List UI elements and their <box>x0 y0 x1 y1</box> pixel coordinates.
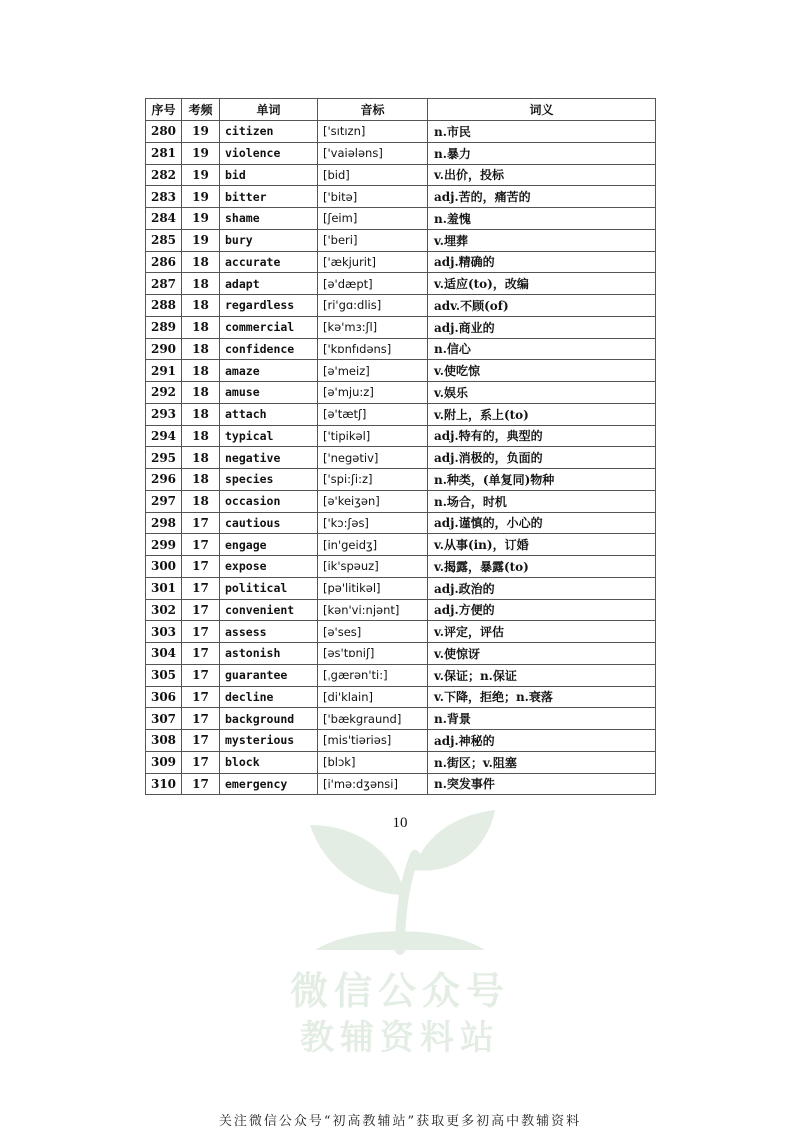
row-number: 280 <box>146 121 182 143</box>
row-phonetic: [ri'gɑ:dlis] <box>318 295 428 317</box>
row-frequency: 19 <box>182 164 220 186</box>
row-frequency: 19 <box>182 208 220 230</box>
row-frequency: 17 <box>182 512 220 534</box>
row-meaning: v.保证；n.保证 <box>428 664 656 686</box>
table-row <box>146 121 656 143</box>
header-meaning: 词义 <box>428 99 656 121</box>
watermark <box>255 800 545 1058</box>
row-frequency: 19 <box>182 142 220 164</box>
row-phonetic: [ik'spəuz] <box>318 556 428 578</box>
row-meaning: v.评定，评估 <box>428 621 656 643</box>
row-number: 303 <box>146 621 182 643</box>
row-meaning: adj.消极的，负面的 <box>428 447 656 469</box>
row-word: attach <box>220 403 318 425</box>
row-frequency: 17 <box>182 730 220 752</box>
row-phonetic: [əs'tɒniʃ] <box>318 643 428 665</box>
table-row <box>146 730 656 752</box>
row-phonetic: [blɔk] <box>318 751 428 773</box>
row-word: accurate <box>220 251 318 273</box>
table-row <box>146 643 656 665</box>
row-frequency: 17 <box>182 621 220 643</box>
row-word: violence <box>220 142 318 164</box>
table-row <box>146 751 656 773</box>
row-phonetic: ['beri] <box>318 229 428 251</box>
row-word: typical <box>220 425 318 447</box>
row-phonetic: ['bækgraund] <box>318 708 428 730</box>
row-number: 302 <box>146 599 182 621</box>
row-phonetic: [ə'ses] <box>318 621 428 643</box>
row-phonetic: ['kɔ:ʃəs] <box>318 512 428 534</box>
row-frequency: 18 <box>182 425 220 447</box>
row-frequency: 19 <box>182 229 220 251</box>
row-meaning: v.下降，拒绝；n.衰落 <box>428 686 656 708</box>
row-number: 292 <box>146 382 182 404</box>
row-word: regardless <box>220 295 318 317</box>
row-phonetic: [ə'tætʃ] <box>318 403 428 425</box>
row-word: bitter <box>220 186 318 208</box>
row-word: amaze <box>220 360 318 382</box>
row-number: 282 <box>146 164 182 186</box>
row-word: confidence <box>220 338 318 360</box>
row-meaning: v.出价，投标 <box>428 164 656 186</box>
row-phonetic: [in'geidʒ] <box>318 534 428 556</box>
header-word: 单词 <box>220 99 318 121</box>
row-phonetic: [ə'dæpt] <box>318 273 428 295</box>
row-frequency: 17 <box>182 708 220 730</box>
row-meaning: n.背景 <box>428 708 656 730</box>
table-row <box>146 490 656 512</box>
watermark-line1: 微信公众号 <box>289 969 510 1013</box>
row-frequency: 17 <box>182 599 220 621</box>
table-header-row <box>146 99 656 121</box>
row-phonetic: [ʃeim] <box>318 208 428 230</box>
table-row <box>146 599 656 621</box>
vocabulary-table <box>145 98 656 795</box>
row-frequency: 18 <box>182 338 220 360</box>
row-meaning: n.种类，(单复同)物种 <box>428 469 656 491</box>
row-number: 301 <box>146 577 182 599</box>
table-row <box>146 142 656 164</box>
row-number: 306 <box>146 686 182 708</box>
table-row <box>146 403 656 425</box>
row-frequency: 19 <box>182 186 220 208</box>
table-row <box>146 664 656 686</box>
row-frequency: 17 <box>182 556 220 578</box>
row-number: 297 <box>146 490 182 512</box>
row-meaning: v.使吃惊 <box>428 360 656 382</box>
row-number: 288 <box>146 295 182 317</box>
table-row <box>146 447 656 469</box>
row-meaning: v.使惊讶 <box>428 643 656 665</box>
row-meaning: n.突发事件 <box>428 773 656 795</box>
row-meaning: n.暴力 <box>428 142 656 164</box>
table-row <box>146 621 656 643</box>
table-row <box>146 273 656 295</box>
row-meaning: n.羞愧 <box>428 208 656 230</box>
row-word: bury <box>220 229 318 251</box>
footer-text: 关注微信公众号“初高教辅站”获取更多初高中教辅资料 <box>218 1114 582 1129</box>
row-number: 310 <box>146 773 182 795</box>
row-number: 294 <box>146 425 182 447</box>
table-row <box>146 316 656 338</box>
header-number: 序号 <box>146 99 182 121</box>
row-frequency: 17 <box>182 664 220 686</box>
row-number: 289 <box>146 316 182 338</box>
row-number: 293 <box>146 403 182 425</box>
table-row <box>146 382 656 404</box>
row-frequency: 18 <box>182 447 220 469</box>
row-meaning: n.市民 <box>428 121 656 143</box>
row-frequency: 17 <box>182 686 220 708</box>
row-frequency: 18 <box>182 316 220 338</box>
row-word: expose <box>220 556 318 578</box>
row-number: 304 <box>146 643 182 665</box>
row-phonetic: ['bitə] <box>318 186 428 208</box>
table-row <box>146 338 656 360</box>
row-meaning: adj.苦的，痛苦的 <box>428 186 656 208</box>
row-frequency: 19 <box>182 121 220 143</box>
row-word: cautious <box>220 512 318 534</box>
row-number: 300 <box>146 556 182 578</box>
table-row <box>146 708 656 730</box>
header-frequency: 考频 <box>182 99 220 121</box>
row-phonetic: ['tipikəl] <box>318 425 428 447</box>
row-meaning: v.娱乐 <box>428 382 656 404</box>
row-meaning: adj.商业的 <box>428 316 656 338</box>
row-frequency: 18 <box>182 273 220 295</box>
row-phonetic: ['sıtızn] <box>318 121 428 143</box>
row-phonetic: [ə'keiʒən] <box>318 490 428 512</box>
row-phonetic: [ə'meiz] <box>318 360 428 382</box>
row-phonetic: ['kɒnfıdəns] <box>318 338 428 360</box>
row-phonetic: ['spi:ʃi:z] <box>318 469 428 491</box>
row-meaning: v.埋葬 <box>428 229 656 251</box>
row-phonetic: [ə'mju:z] <box>318 382 428 404</box>
row-meaning: v.附上，系上(to) <box>428 403 656 425</box>
row-phonetic: [kə'mɜ:ʃl] <box>318 316 428 338</box>
row-word: background <box>220 708 318 730</box>
row-meaning: adj.神秘的 <box>428 730 656 752</box>
row-frequency: 18 <box>182 403 220 425</box>
row-number: 305 <box>146 664 182 686</box>
table-row <box>146 534 656 556</box>
row-word: adapt <box>220 273 318 295</box>
row-word: occasion <box>220 490 318 512</box>
row-frequency: 18 <box>182 469 220 491</box>
table-row <box>146 229 656 251</box>
row-frequency: 17 <box>182 773 220 795</box>
table-row <box>146 556 656 578</box>
row-word: shame <box>220 208 318 230</box>
row-number: 281 <box>146 142 182 164</box>
row-frequency: 17 <box>182 751 220 773</box>
row-meaning: adj.精确的 <box>428 251 656 273</box>
row-meaning: n.场合，时机 <box>428 490 656 512</box>
row-frequency: 18 <box>182 251 220 273</box>
row-frequency: 17 <box>182 643 220 665</box>
row-number: 285 <box>146 229 182 251</box>
row-meaning: v.适应(to)，改编 <box>428 273 656 295</box>
row-number: 299 <box>146 534 182 556</box>
row-word: bid <box>220 164 318 186</box>
row-phonetic: [pə'litikəl] <box>318 577 428 599</box>
table-row <box>146 577 656 599</box>
row-phonetic: [bid] <box>318 164 428 186</box>
table-row <box>146 512 656 534</box>
row-number: 291 <box>146 360 182 382</box>
row-meaning: adj.政治的 <box>428 577 656 599</box>
row-phonetic: [ˌgærən'ti:] <box>318 664 428 686</box>
row-frequency: 18 <box>182 360 220 382</box>
row-meaning: adj.特有的，典型的 <box>428 425 656 447</box>
leaf-logo-icon <box>255 800 545 960</box>
table-row <box>146 469 656 491</box>
table-body <box>146 121 656 795</box>
row-meaning: n.街区；v.阻塞 <box>428 751 656 773</box>
row-number: 296 <box>146 469 182 491</box>
row-meaning: v.揭露，暴露(to) <box>428 556 656 578</box>
row-word: convenient <box>220 599 318 621</box>
table-row <box>146 251 656 273</box>
row-meaning: adv.不顾(of) <box>428 295 656 317</box>
row-phonetic: ['ækjurit] <box>318 251 428 273</box>
row-frequency: 17 <box>182 577 220 599</box>
watermark-line2: 教辅资料站 <box>300 1018 500 1058</box>
row-word: astonish <box>220 643 318 665</box>
row-number: 283 <box>146 186 182 208</box>
row-frequency: 17 <box>182 534 220 556</box>
row-word: assess <box>220 621 318 643</box>
row-word: negative <box>220 447 318 469</box>
table-row <box>146 295 656 317</box>
row-phonetic: [di'klain] <box>318 686 428 708</box>
page-number: 10 <box>392 815 408 831</box>
row-phonetic: ['vaiələns] <box>318 142 428 164</box>
row-phonetic: [i'mə:dʒənsi] <box>318 773 428 795</box>
row-word: species <box>220 469 318 491</box>
table-row <box>146 186 656 208</box>
row-number: 298 <box>146 512 182 534</box>
row-number: 308 <box>146 730 182 752</box>
table-row <box>146 686 656 708</box>
row-word: decline <box>220 686 318 708</box>
table-row <box>146 208 656 230</box>
row-meaning: adj.方便的 <box>428 599 656 621</box>
row-number: 286 <box>146 251 182 273</box>
row-number: 295 <box>146 447 182 469</box>
row-word: engage <box>220 534 318 556</box>
row-number: 287 <box>146 273 182 295</box>
row-word: mysterious <box>220 730 318 752</box>
row-word: emergency <box>220 773 318 795</box>
row-meaning: v.从事(in)，订婚 <box>428 534 656 556</box>
row-word: citizen <box>220 121 318 143</box>
row-phonetic: [kən'vi:njənt] <box>318 599 428 621</box>
table-row <box>146 164 656 186</box>
table-row <box>146 360 656 382</box>
header-phonetic: 音标 <box>318 99 428 121</box>
row-number: 307 <box>146 708 182 730</box>
row-number: 290 <box>146 338 182 360</box>
row-phonetic: ['negətiv] <box>318 447 428 469</box>
row-number: 309 <box>146 751 182 773</box>
row-number: 284 <box>146 208 182 230</box>
row-word: political <box>220 577 318 599</box>
row-frequency: 18 <box>182 295 220 317</box>
row-meaning: n.信心 <box>428 338 656 360</box>
row-word: guarantee <box>220 664 318 686</box>
row-word: block <box>220 751 318 773</box>
row-meaning: adj.谨慎的，小心的 <box>428 512 656 534</box>
table-row <box>146 425 656 447</box>
row-frequency: 18 <box>182 382 220 404</box>
table-row <box>146 773 656 795</box>
row-frequency: 18 <box>182 490 220 512</box>
row-word: amuse <box>220 382 318 404</box>
row-phonetic: [mis'tiəriəs] <box>318 730 428 752</box>
row-word: commercial <box>220 316 318 338</box>
